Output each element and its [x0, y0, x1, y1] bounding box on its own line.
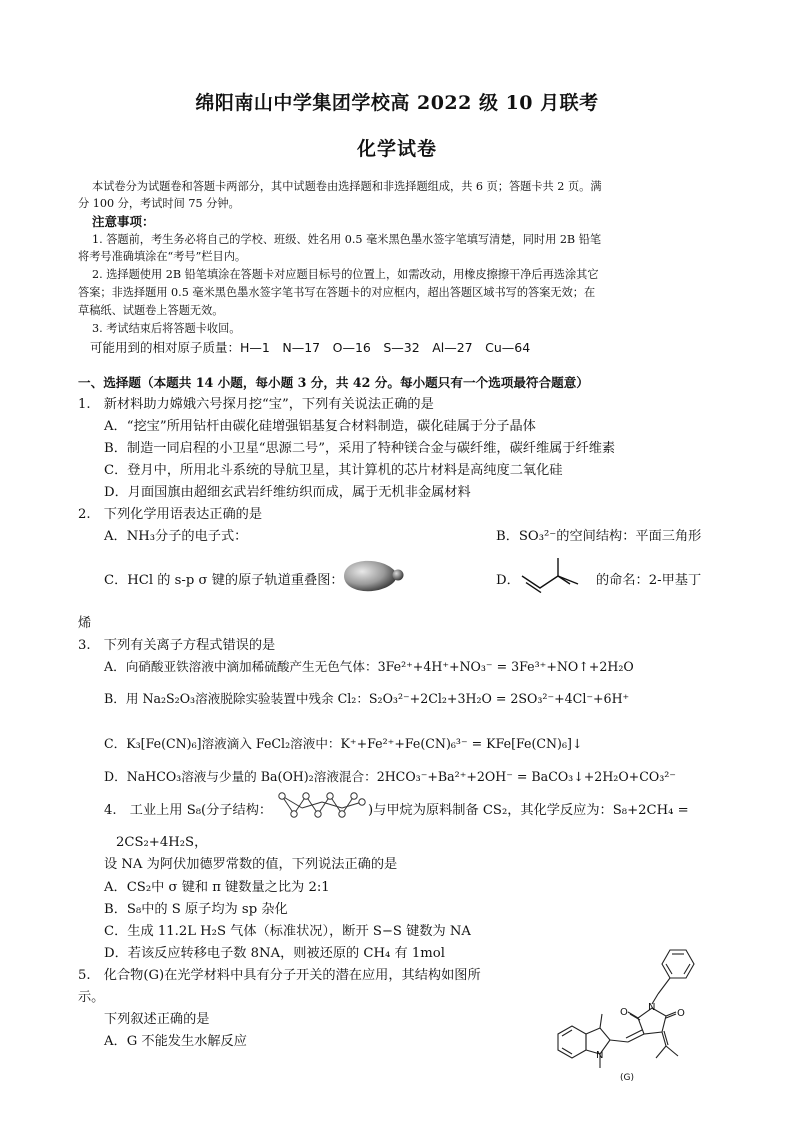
option-a: A．向硝酸亚铁溶液中滴加稀硫酸产生无色气体：3Fe²⁺+4H⁺+NO₃⁻ = 3Fe³⁺+NO↑+2H₂O	[104, 659, 634, 674]
note-line: 将考号准确填涂在“考号”栏目内。	[78, 250, 247, 263]
option-d: D．月面国旗由超细玄武岩纤维纺织而成，属于无机非金属材料	[104, 485, 471, 500]
note-line: 2. 选择题使用 2B 铅笔填涂在答题卡对应题目标号的位置上，如需改动，用橡皮擦擦干净后再选涂其它	[92, 268, 599, 281]
option-c: C．生成 11.2L H₂S 气体（标准状况），断开 S−S 键数为 NA	[104, 924, 471, 939]
option-d-prefix: D．	[496, 573, 520, 588]
option-a: A．NH₃分子的电子式：	[104, 529, 248, 544]
atom-label: N	[648, 1002, 656, 1013]
s8-molecule-diagram	[276, 788, 368, 828]
question-stem: 2. 下列化学用语表达正确的是	[78, 507, 263, 522]
option-d: D．若该反应转移电子数 8NA，则被还原的 CH₄ 有 1mol	[104, 946, 445, 961]
option-c: C．K₃[Fe(CN)₆]溶液滴入 FeCl₂溶液中：K⁺+Fe²⁺+Fe(CN)₆³⁻ = KFe[Fe(CN)₆]↓	[104, 736, 583, 751]
section-heading: 一、选择题（本题共 14 小题，每小题 3 分，共 42 分。每小题只有一个选项最符合题意）	[78, 375, 589, 390]
option-d-text: 的命名：2-甲基丁	[596, 573, 702, 588]
option-d-continuation: 烯	[78, 616, 92, 631]
exam-title: 绵阳南山中学集团学校高 2022 级 10 月联考	[195, 92, 599, 114]
question-stem-cont: 示。	[78, 990, 105, 1005]
question-stem: 1. 新材料助力嫦娥六号探月挖“宝”，下列有关说法正确的是	[78, 397, 434, 412]
skeletal-formula-diagram	[520, 554, 590, 594]
question-stem-cont: )与甲烷为原料制备 CS₂，其化学反应为：S₈+2CH₄ =	[368, 803, 689, 818]
option-c: C．HCl 的 s-p σ 键的原子轨道重叠图：	[104, 573, 344, 588]
option-d: D．NaHCO₃溶液与少量的 Ba(OH)₂溶液混合：2HCO₃⁻+Ba²⁺+2OH⁻ = BaCO₃↓+2H₂O+CO₃²⁻	[104, 769, 676, 784]
option-c: C．登月中，所用北斗系统的导航卫星，其计算机的芯片材料是高纯度二氧化硅	[104, 463, 563, 478]
option-b: B．用 Na₂S₂O₃溶液脱除实验装置中残余 Cl₂：S₂O₃²⁻+2Cl₂+3H₂O = 2SO₃²⁻+4Cl⁻+6H⁺	[104, 691, 630, 706]
atom-label: N	[596, 1050, 604, 1061]
option-b: B．SO₃²⁻的空间结构：平面三角形	[496, 529, 702, 544]
orbital-overlap-diagram	[340, 556, 410, 596]
option-a: A．“挖宝”所用钻杆由碳化硅增强铝基复合材料制造，碳化硅属于分子晶体	[104, 419, 536, 434]
question-stem: 3. 下列有关离子方程式错误的是	[78, 638, 276, 653]
option-a: A．G 不能发生水解反应	[104, 1034, 247, 1049]
note-line: 草稿纸、试题卷上答题无效。	[78, 304, 224, 317]
intro-line: 本试卷分为试题卷和答题卡两部分，其中试题卷由选择题和非选择题组成，共 6 页；答题卡共 2 页。满	[92, 180, 602, 193]
question-stem: 4. 工业上用 S₈(分子结构：	[104, 803, 273, 818]
option-b: B．S₈中的 S 原子均为 sp 杂化	[104, 902, 288, 917]
option-a: A．CS₂中 σ 键和 π 键数量之比为 2:1	[104, 880, 330, 895]
question-stem-cont: 下列叙述正确的是	[104, 1012, 210, 1027]
option-b: B．制造一同启程的小卫星“思源二号”，采用了特种镁合金与碳纤维，碳纤维属于纤维素	[104, 441, 616, 456]
atom-label: O	[677, 1008, 685, 1019]
intro-line: 分 100 分，考试时间 75 分钟。	[78, 197, 240, 210]
note-line: 1. 答题前，考生务必将自己的学校、班级、姓名用 0.5 毫米黑色墨水签字笔填写清楚，同时用 2B 铅笔	[92, 233, 602, 246]
notes-title: 注意事项：	[92, 214, 155, 229]
question-stem-cont: 2CS₂+4H₂S，	[116, 835, 208, 850]
atom-label: O	[620, 1007, 628, 1018]
question-stem: 5. 化合物(G)在光学材料中具有分子开关的潜在应用，其结构如图所	[78, 968, 481, 983]
note-line: 3. 考试结束后将答题卡收回。	[92, 322, 241, 335]
atomic-masses: 可能用到的相对原子质量：H—1 N—17 O—16 S—32 Al—27 Cu—64	[90, 340, 531, 355]
question-stem-cont: 设 NA 为阿伏加德罗常数的值，下列说法正确的是	[104, 857, 398, 872]
exam-subtitle: 化学试卷	[356, 138, 437, 160]
note-line: 答案；非选择题用 0.5 毫米黑色墨水签字笔书写在答题卡的对应框内，超出答题区域书写的答案无效；在	[78, 286, 596, 299]
figure-label: (G)	[620, 1073, 634, 1083]
compound-g-structure	[540, 942, 740, 1092]
